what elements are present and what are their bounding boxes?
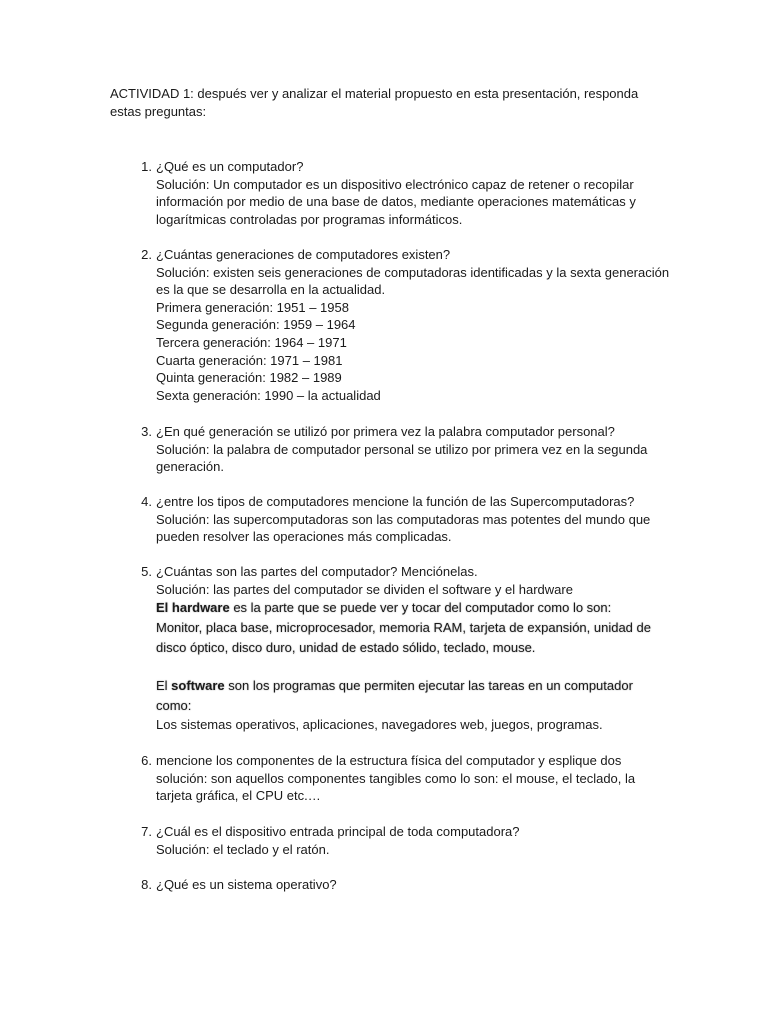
question-number: 1.: [141, 159, 152, 174]
software-term: software: [171, 678, 225, 694]
question-text: ¿Qué es un sistema operativo?: [156, 877, 337, 892]
question-number: 8.: [141, 877, 152, 892]
question-text: ¿En qué generación se utilizó por primera vez la palabra computador personal?: [156, 424, 615, 439]
generation-item: Primera generación: 1951 – 1958: [156, 299, 349, 315]
generation-item: Sexta generación: 1990 – la actualidad: [156, 387, 381, 403]
answer-text: Solución: la palabra de computador personal se utilizo por primera vez en la segunda generación.: [156, 441, 648, 475]
hardware-definition: [156, 598, 670, 618]
question-text: mencione los componentes de la estructura física del computador y esplique dos: [156, 753, 622, 768]
question-number: 4.: [141, 494, 152, 509]
question-text: ¿Cuántas son las partes del computador? Menciónelas.: [156, 564, 478, 579]
question-2: [110, 246, 670, 404]
question-text: ¿Cuál es el dispositivo entrada principal de toda computadora?: [156, 824, 520, 839]
question-3: [110, 423, 670, 476]
question-text: ¿Qué es un computador?: [156, 159, 304, 174]
software-prefix: El: [156, 678, 172, 694]
question-number: 2.: [141, 247, 152, 262]
activity-intro: ACTIVIDAD 1: después ver y analizar el material propuesto en esta presentación, responda estas preguntas:: [110, 86, 639, 119]
answer-text: Solución: las supercomputadoras son las computadoras mas potentes del mundo que pueden resolver las operaciones más complicadas.: [156, 511, 651, 545]
question-text: ¿Cuántas generaciones de computadores existen?: [156, 247, 451, 262]
software-def-text: son los programas que permiten ejecutar las tareas en un computador como:: [156, 678, 633, 714]
question-6: [110, 752, 670, 805]
generation-item: Tercera generación: 1964 – 1971: [156, 334, 347, 350]
generation-item: Segunda generación: 1959 – 1964: [156, 317, 356, 333]
generation-item: Quinta generación: 1982 – 1989: [156, 370, 342, 386]
question-text: ¿entre los tipos de computadores mencione la función de las Supercomputadoras?: [156, 494, 635, 509]
question-5: [110, 563, 670, 734]
software-definition: [156, 676, 670, 716]
question-number: 3.: [141, 424, 152, 439]
hardware-def-text: es la parte que se puede ver y tocar del computador como lo son:: [229, 600, 612, 616]
answer-text: Solución: las partes del computador se dividen el software y el hardware: [156, 581, 573, 597]
hardware-term: El hardware: [156, 600, 230, 616]
answer-text: Solución: existen seis generaciones de computadoras identificadas y la sexta generación es la que se desarrolla en la actualidad.: [156, 264, 670, 298]
answer-text: Solución: el teclado y el ratón.: [156, 841, 330, 857]
software-list: Los sistemas operativos, aplicaciones, navegadores web, juegos, programas.: [156, 717, 603, 733]
question-number: 5.: [141, 564, 152, 579]
question-4: [110, 493, 670, 546]
question-1: [110, 158, 670, 228]
question-7: [110, 823, 670, 858]
answer-text: Solución: Un computador es un dispositivo electrónico capaz de retener o recopilar información por medio de una base de datos, mediante operaciones matemáticas y logarítmicas controladas por programas informáticos.: [156, 176, 636, 227]
generation-item: Cuarta generación: 1971 – 1981: [156, 352, 343, 368]
question-number: 7.: [141, 824, 152, 839]
question-8: [110, 876, 670, 894]
hardware-list: Monitor, placa base, microprocesador, memoria RAM, tarjeta de expansión, unidad de disco óptico, disco duro, unidad de estado sólido, teclado, mouse.: [156, 620, 651, 656]
answer-text: solución: son aquellos componentes tangibles como lo son: el mouse, el teclado, la tarjeta gráfica, el CPU etc.…: [156, 770, 636, 804]
question-number: 6.: [141, 753, 152, 768]
